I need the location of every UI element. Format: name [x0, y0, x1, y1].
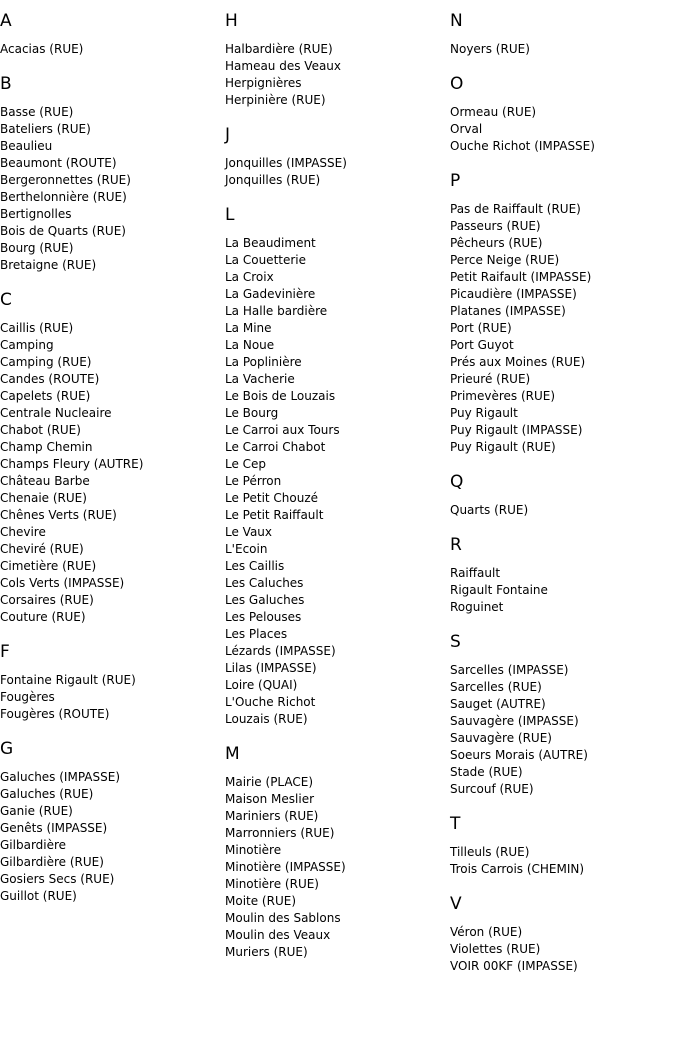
letter-heading: V: [450, 894, 462, 914]
letter-section-g: [0, 738, 222, 905]
street-item: Prieuré (RUE): [450, 372, 531, 386]
street-item: Sauget (AUTRE): [450, 697, 546, 711]
street-list: [450, 104, 672, 155]
street-item: Basse (RUE): [0, 105, 74, 119]
street-item: Gosiers Secs (RUE): [0, 872, 115, 886]
street-item: La Halle bardière: [225, 304, 328, 318]
letter-section-a: [0, 10, 222, 58]
street-item: Le Bourg: [225, 406, 279, 420]
street-item: Camping (RUE): [0, 355, 92, 369]
letter-section-f: [0, 641, 222, 723]
street-item: Champ Chemin: [0, 440, 93, 454]
street-item: Bateliers (RUE): [0, 122, 91, 136]
street-item: Sauvagère (RUE): [450, 731, 552, 745]
street-item: Muriers (RUE): [225, 945, 308, 959]
street-item: Prés aux Moines (RUE): [450, 355, 586, 369]
street-item: Fougères: [0, 690, 55, 704]
letter-section-p: [450, 170, 672, 456]
street-item: La Noue: [225, 338, 275, 352]
street-item: Bertignolles: [0, 207, 72, 221]
street-item: Quarts (RUE): [450, 503, 529, 517]
street-item: Rigault Fontaine: [450, 583, 548, 597]
street-item: Sarcelles (IMPASSE): [450, 663, 569, 677]
letter-heading: A: [0, 11, 12, 31]
street-item: Picaudière (IMPASSE): [450, 287, 577, 301]
street-list: [225, 774, 447, 961]
street-item: Mariniers (RUE): [225, 809, 319, 823]
street-item: Camping: [0, 338, 54, 352]
street-item: Acacias (RUE): [0, 42, 84, 56]
street-list: [0, 104, 222, 274]
street-item: Véron (RUE): [450, 925, 523, 939]
street-item: Bois de Quarts (RUE): [0, 224, 126, 238]
street-item: Cimetière (RUE): [0, 559, 97, 573]
letter-section-n: [450, 10, 672, 58]
letter-heading: T: [450, 814, 461, 834]
street-item: Puy Rigault: [450, 406, 518, 420]
street-item: Le Petit Raiffault: [225, 508, 324, 522]
street-item: Les Places: [225, 627, 288, 641]
street-item: Stade (RUE): [450, 765, 523, 779]
street-item: Chênes Verts (RUE): [0, 508, 117, 522]
street-item: La Mine: [225, 321, 272, 335]
street-list: [450, 41, 672, 58]
street-item: L'Ecoin: [225, 542, 268, 556]
street-list: [225, 155, 447, 189]
index-column-2: [225, 10, 447, 976]
street-list: [450, 924, 672, 975]
street-item: Sauvagère (IMPASSE): [450, 714, 579, 728]
street-item: Raiffault: [450, 566, 501, 580]
street-item: Le Carroi Chabot: [225, 440, 326, 454]
street-item: Château Barbe: [0, 474, 90, 488]
street-item: Jonquilles (RUE): [225, 173, 321, 187]
street-list: [0, 672, 222, 723]
street-item: Bretaigne (RUE): [0, 258, 97, 272]
street-item: Le Petit Chouzé: [225, 491, 319, 505]
street-item: Port (RUE): [450, 321, 512, 335]
letter-section-b: [0, 73, 222, 274]
street-item: Gilbardière: [0, 838, 67, 852]
street-item: Moite (RUE): [225, 894, 296, 908]
street-item: Orval: [450, 122, 483, 136]
street-item: Couture (RUE): [0, 610, 86, 624]
street-item: Galuches (RUE): [0, 787, 94, 801]
letter-section-q: [450, 471, 672, 519]
letter-heading: O: [450, 74, 464, 94]
street-item: Beaumont (ROUTE): [0, 156, 117, 170]
street-item: Herpignières: [225, 76, 302, 90]
street-item: Gilbardière (RUE): [0, 855, 104, 869]
street-item: Berthelonnière (RUE): [0, 190, 127, 204]
street-item: Surcouf (RUE): [450, 782, 534, 796]
letter-section-h: [225, 10, 447, 109]
letter-section-r: [450, 534, 672, 616]
street-item: La Vacherie: [225, 372, 295, 386]
street-item: Guillot (RUE): [0, 889, 77, 903]
street-item: Minotière: [225, 843, 282, 857]
street-item: Le Cep: [225, 457, 267, 471]
street-item: Ganie (RUE): [0, 804, 73, 818]
street-item: Les Caluches: [225, 576, 304, 590]
street-item: Puy Rigault (RUE): [450, 440, 556, 454]
street-item: Les Galuches: [225, 593, 305, 607]
letter-heading: H: [225, 11, 238, 31]
street-item: Louzais (RUE): [225, 712, 308, 726]
street-list: [450, 662, 672, 798]
street-item: Tilleuls (RUE): [450, 845, 530, 859]
street-item: Passeurs (RUE): [450, 219, 541, 233]
street-item: Ormeau (RUE): [450, 105, 537, 119]
street-item: Corsaires (RUE): [0, 593, 94, 607]
street-item: Le Carroi aux Tours: [225, 423, 340, 437]
letter-heading: S: [450, 632, 461, 652]
street-list: [225, 41, 447, 109]
letter-section-s: [450, 631, 672, 798]
street-list: [0, 769, 222, 905]
street-item: Le Vaux: [225, 525, 273, 539]
letter-heading: B: [0, 74, 12, 94]
street-item: La Croix: [225, 270, 274, 284]
street-item: Bergeronnettes (RUE): [0, 173, 131, 187]
street-item: Marronniers (RUE): [225, 826, 335, 840]
letter-heading: F: [0, 642, 10, 662]
street-item: Fontaine Rigault (RUE): [0, 673, 136, 687]
street-item: Jonquilles (IMPASSE): [225, 156, 347, 170]
street-list: [450, 844, 672, 878]
street-item: Candes (ROUTE): [0, 372, 100, 386]
street-item: Genêts (IMPASSE): [0, 821, 108, 835]
street-item: Port Guyot: [450, 338, 514, 352]
street-item: La Couetterie: [225, 253, 307, 267]
street-item: Minotière (RUE): [225, 877, 319, 891]
street-item: Chenaie (RUE): [0, 491, 87, 505]
street-item: Caillis (RUE): [0, 321, 74, 335]
street-item: Le Bois de Louzais: [225, 389, 336, 403]
street-item: Perce Neige (RUE): [450, 253, 560, 267]
street-list: [450, 502, 672, 519]
street-item: Lilas (IMPASSE): [225, 661, 317, 675]
street-item: Pêcheurs (RUE): [450, 236, 543, 250]
street-item: Sarcelles (RUE): [450, 680, 542, 694]
letter-heading: L: [225, 205, 235, 225]
street-item: Mairie (PLACE): [225, 775, 314, 789]
street-item: Fougères (ROUTE): [0, 707, 110, 721]
street-item: Beaulieu: [0, 139, 53, 153]
street-item: Herpinière (RUE): [225, 93, 326, 107]
letter-heading: Q: [450, 472, 464, 492]
street-item: Le Pérron: [225, 474, 282, 488]
street-item: Pas de Raiffault (RUE): [450, 202, 581, 216]
street-item: Loire (QUAI): [225, 678, 298, 692]
street-item: Chevire: [0, 525, 46, 539]
street-item: Soeurs Morais (AUTRE): [450, 748, 588, 762]
street-item: Cols Verts (IMPASSE): [0, 576, 125, 590]
street-item: Capelets (RUE): [0, 389, 91, 403]
index-column-1: [0, 10, 222, 920]
letter-heading: R: [450, 535, 462, 555]
street-list: [0, 320, 222, 626]
street-item: Noyers (RUE): [450, 42, 530, 56]
street-item: Centrale Nucleaire: [0, 406, 112, 420]
street-item: Hameau des Veaux: [225, 59, 342, 73]
street-item: Minotière (IMPASSE): [225, 860, 346, 874]
letter-heading: M: [225, 744, 240, 764]
street-list: [450, 201, 672, 456]
street-item: Maison Meslier: [225, 792, 315, 806]
index-column-3: [450, 10, 672, 990]
street-item: Trois Carrois (CHEMIN): [450, 862, 585, 876]
letter-heading: J: [225, 125, 231, 145]
street-item: Ouche Richot (IMPASSE): [450, 139, 595, 153]
street-list: [0, 41, 222, 58]
letter-heading: C: [0, 290, 12, 310]
letter-section-t: [450, 813, 672, 878]
letter-section-c: [0, 289, 222, 626]
street-item: Moulin des Veaux: [225, 928, 331, 942]
letter-section-j: [225, 124, 447, 189]
street-item: Les Caillis: [225, 559, 285, 573]
letter-heading: P: [450, 171, 461, 191]
street-item: Lézards (IMPASSE): [225, 644, 336, 658]
street-item: Puy Rigault (IMPASSE): [450, 423, 583, 437]
street-item: La Gadevinière: [225, 287, 316, 301]
letter-section-v: [450, 893, 672, 975]
street-item: Moulin des Sablons: [225, 911, 341, 925]
street-item: Les Pelouses: [225, 610, 302, 624]
street-item: L'Ouche Richot: [225, 695, 316, 709]
street-item: Violettes (RUE): [450, 942, 541, 956]
street-item: VOIR 00KF (IMPASSE): [450, 959, 578, 973]
street-item: Primevères (RUE): [450, 389, 556, 403]
street-item: Platanes (IMPASSE): [450, 304, 566, 318]
street-item: La Poplinière: [225, 355, 302, 369]
street-item: Champs Fleury (AUTRE): [0, 457, 144, 471]
street-item: La Beaudiment: [225, 236, 316, 250]
street-item: Cheviré (RUE): [0, 542, 84, 556]
street-item: Halbardière (RUE): [225, 42, 333, 56]
letter-section-o: [450, 73, 672, 155]
letter-section-m: [225, 743, 447, 961]
letter-heading: N: [450, 11, 463, 31]
street-list: [225, 235, 447, 728]
street-list: [450, 565, 672, 616]
street-item: Chabot (RUE): [0, 423, 81, 437]
letter-section-l: [225, 204, 447, 728]
street-item: Galuches (IMPASSE): [0, 770, 120, 784]
street-item: Roguinet: [450, 600, 504, 614]
street-item: Petit Raifault (IMPASSE): [450, 270, 592, 284]
letter-heading: G: [0, 739, 14, 759]
street-item: Bourg (RUE): [0, 241, 74, 255]
